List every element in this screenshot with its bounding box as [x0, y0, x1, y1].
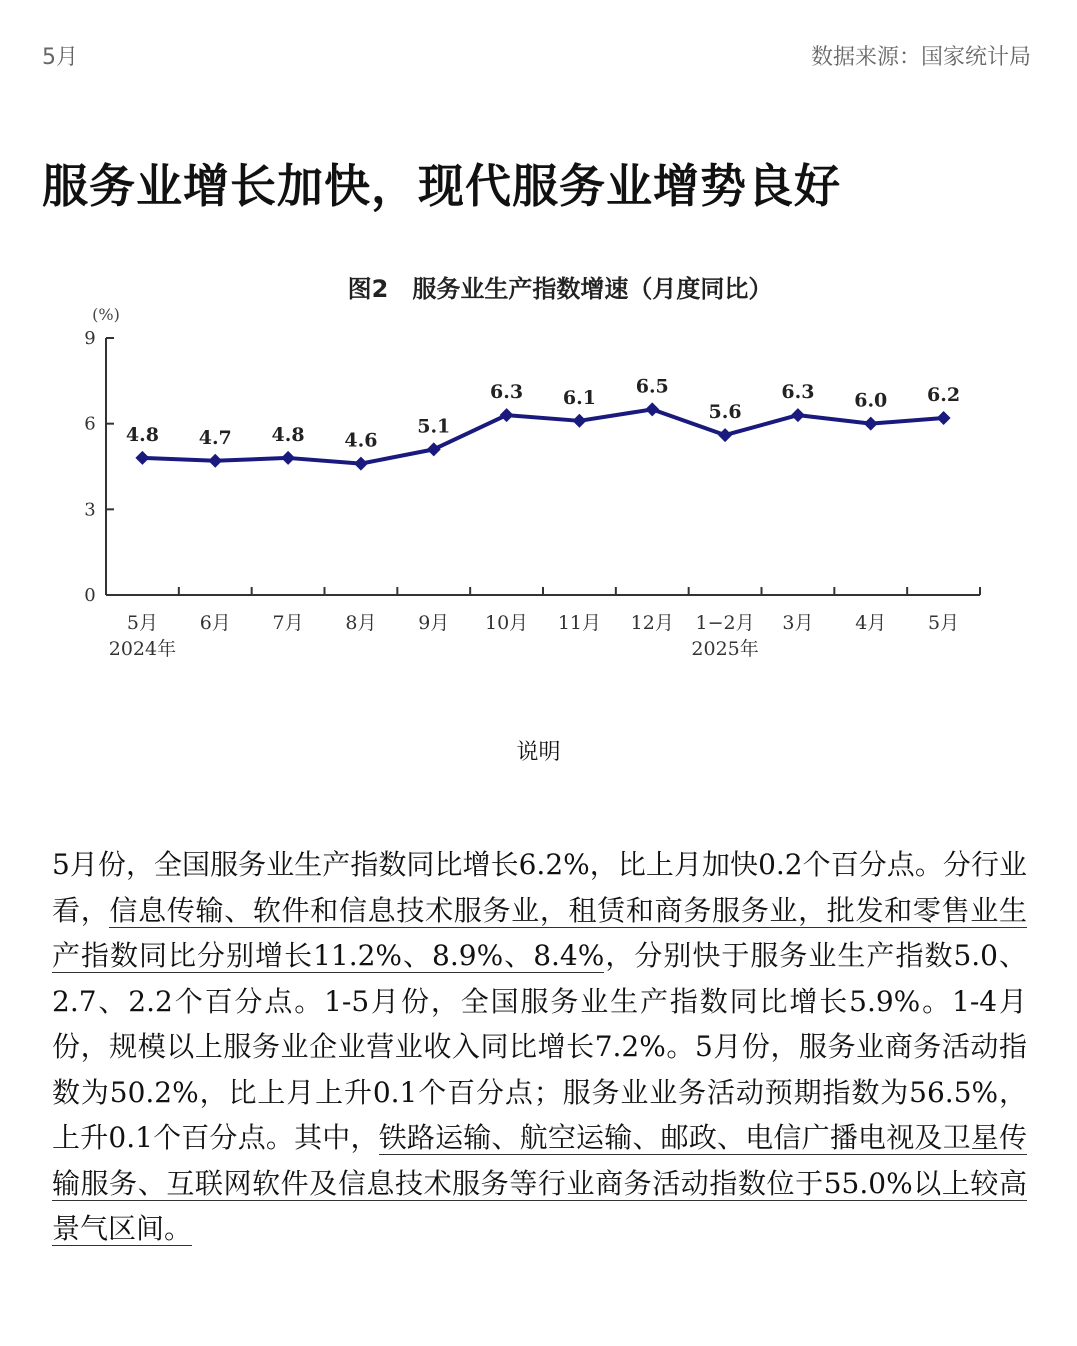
data-point	[354, 457, 368, 471]
data-label: 5.1	[417, 415, 451, 438]
data-point	[645, 402, 659, 416]
year-label: 2024年	[108, 638, 177, 660]
y-tick-label: 0	[84, 585, 96, 606]
x-tick-label: 12月	[630, 612, 674, 634]
data-point	[718, 428, 732, 442]
y-tick-label: 3	[84, 499, 96, 521]
data-point	[208, 454, 222, 468]
data-label: 6.2	[927, 383, 961, 406]
body-text	[52, 842, 1027, 1252]
data-label: 6.0	[854, 389, 888, 412]
data-point	[500, 408, 514, 422]
body-underline-2: 铁路运输、航空运输、邮政、电信广播电视及卫星传输服务、互联网软件及信息技术服务等行业商务活动指数位于55.0%以上较高景气区间。	[52, 1121, 1027, 1245]
x-tick-label: 5月	[126, 612, 158, 634]
x-tick-label: 3月	[782, 612, 814, 634]
y-axis-unit: (%)	[92, 305, 120, 324]
data-label: 4.6	[344, 429, 378, 452]
data-point	[135, 451, 149, 465]
data-label: 6.3	[490, 381, 524, 404]
data-point	[281, 451, 295, 465]
y-axis-ticks	[84, 328, 114, 606]
x-tick-label: 4月	[855, 612, 887, 634]
data-point	[864, 417, 878, 431]
x-tick-label: 5月	[928, 612, 960, 634]
x-tick-label: 8月	[345, 612, 377, 634]
data-label: 6.5	[635, 375, 669, 398]
body-underline-1: 信息传输、软件和信息技术服务业，租赁和商务服务业，批发和零售业生产指数同比分别增长11.2%、8.9%、8.4%	[52, 893, 1027, 972]
y-tick-label: 9	[84, 328, 96, 349]
y-tick-label: 6	[84, 413, 96, 435]
series-line	[142, 409, 943, 463]
x-tick-label: 1−2月	[695, 612, 755, 634]
year-label: 2025年	[691, 638, 759, 660]
data-point	[791, 408, 805, 422]
data-label: 6.1	[562, 386, 596, 409]
data-point	[427, 442, 441, 456]
header-month: 5月	[42, 45, 78, 70]
data-label: 4.7	[198, 426, 232, 449]
body-part-2: ，分别快于服务业生产指数5.0、2.7、2.2个百分点。1-5月份，全国服务业生产指数同比增长5.9%。1-4月份，规模以上服务业企业营业收入同比增长7.2%。5月份，服务业商务活动指数为50.2%，比上月上升0.1个百分点；服务业业务活动预期指数为56.5%，上升0.1个百分点。其中，	[52, 939, 1027, 1154]
x-tick-label: 7月	[272, 612, 304, 634]
data-point	[572, 414, 586, 428]
chart-caption: 说明	[516, 740, 561, 765]
page-title: 服务业增长加快，现代服务业增势良好	[42, 159, 841, 213]
data-labels	[126, 375, 960, 451]
body-part-1: 5月份，全国服务业生产指数同比增长6.2%，比上月加快0.2个百分点。分行业看，	[52, 848, 1027, 927]
chart-title: 图2 服务业生产指数增速（月度同比）	[347, 275, 773, 303]
x-tick-label: 9月	[418, 612, 450, 634]
x-tick-label: 11月	[557, 612, 602, 634]
data-label: 6.3	[781, 381, 815, 404]
data-label: 5.6	[708, 401, 742, 424]
chart-axes	[106, 338, 980, 595]
header-source: 数据来源：国家统计局	[810, 45, 1031, 70]
data-label: 4.8	[125, 423, 159, 446]
data-label: 4.8	[271, 423, 305, 446]
line-chart	[0, 255, 1077, 695]
data-point	[937, 411, 951, 425]
x-axis-ticks	[106, 587, 980, 660]
x-tick-label: 10月	[484, 612, 529, 634]
x-tick-label: 6月	[199, 612, 231, 634]
chart-series	[135, 402, 950, 470]
